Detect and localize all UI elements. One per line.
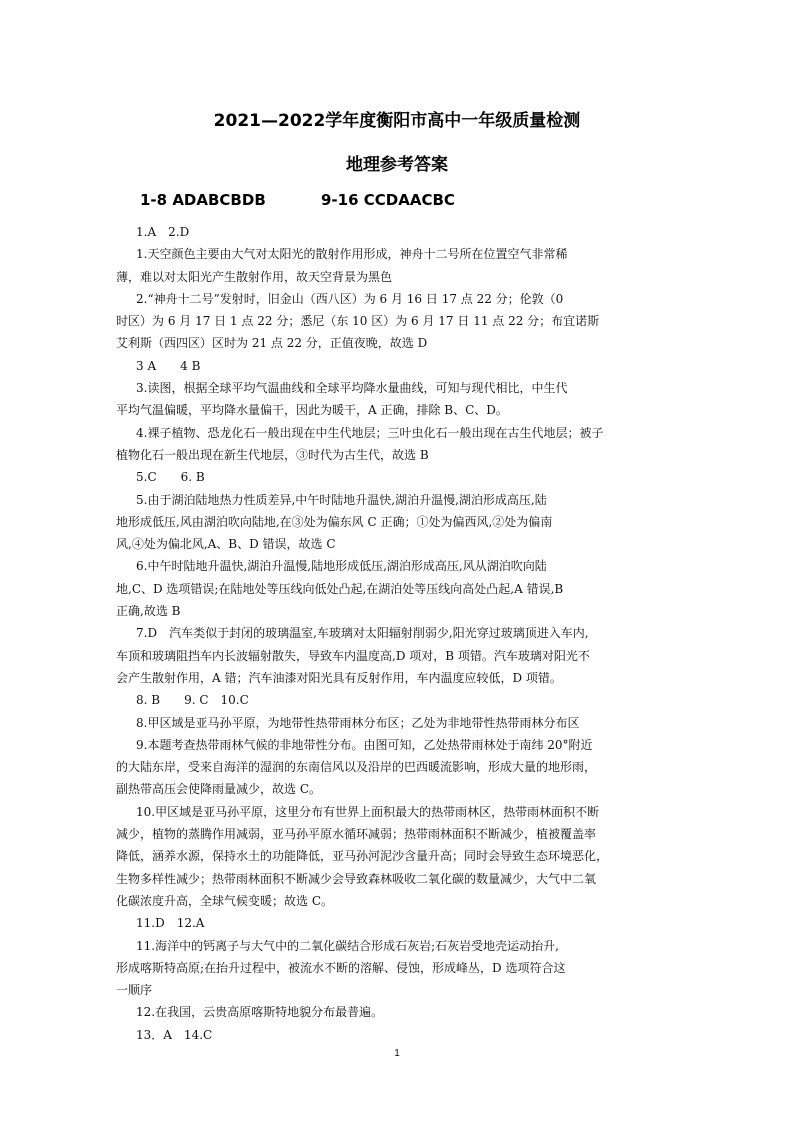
text-line: 艾利斯（西四区）区时为 21 点 22 分，正值夜晚，故选 D xyxy=(116,336,428,351)
text-line: 形成喀斯特高原;在抬升过程中，被流水不断的溶解、侵蚀，形成峰丛，D 选项符合这 xyxy=(116,960,566,975)
document-title: 2021—2022学年度衡阳市高中一年级质量检测 xyxy=(213,111,581,131)
text-line: 平均气温偏暖，平均降水量偏干，因此为暖干，A 正确，排除 B、C、D。 xyxy=(116,403,508,418)
text-line: 8.甲区域是亚马孙平原，为地带性热带雨林分布区；乙处为非地带性热带雨林分布区 xyxy=(136,715,580,730)
text-line: 降低，涵养水源，保持水土的功能降低，亚马孙河泥沙含量升高；同时会导致生态环境恶化， xyxy=(116,849,609,864)
text-line: 1.天空颜色主要由大气对太阳光的散射作用形成，神舟十二号所在位置空气非常稀 xyxy=(136,247,568,262)
text-line: 5.由于湖泊陆地热力性质差异,中午时陆地升温快,湖泊升温慢,湖泊形成高压,陆 xyxy=(136,492,547,507)
text-line: 的大陆东岸，受来自海洋的湿润的东南信风以及沿岸的巴西暖流影响，形成大量的地形雨， xyxy=(116,760,597,775)
text-line: 车顶和玻璃阻挡车内长波辐射散失，导致车内温度高,D 项对，B 项错。汽车玻璃对阳光不 xyxy=(116,648,590,663)
text-line: 植物化石一般出现在新生代地层，③时代为古生代，故选 B xyxy=(116,447,429,462)
text-line: 5.C 6. B xyxy=(136,470,205,485)
text-line: 正确,故选 B xyxy=(116,604,181,619)
text-line: 薄，难以对太阳光产生散射作用，故天空背景为黑色 xyxy=(116,269,393,284)
page-number: 1 xyxy=(394,1048,400,1059)
text-line: 11.D 12.A xyxy=(136,916,205,931)
text-line: 8. B 9. C 10.C xyxy=(136,693,249,708)
text-line: 会产生散射作用，A 错；汽车油漆对阳光具有反射作用，车内温度应较低，D 项错。 xyxy=(116,670,562,685)
text-line: 减少，植物的蒸腾作用减弱，亚马孙平原水循环减弱；热带雨林面积不断减少，植被覆盖率 xyxy=(116,827,597,842)
text-line: 1.A 2.D xyxy=(136,225,190,239)
text-line: 3.读图，根据全球平均气温曲线和全球平均降水量曲线，可知与现代相比，中生代 xyxy=(136,381,568,396)
text-line: 副热带高压会使降雨量减少，故选 C。 xyxy=(116,782,321,797)
text-line: 2.“神舟十二号”发射时，旧金山（西八区）为 6 月 16 日 17 点 22 分；伦敦（0 xyxy=(136,291,564,306)
text-line: 化碳浓度升高，全球气候变暖；故选 C。 xyxy=(116,893,333,908)
answer-explanations xyxy=(116,221,690,1046)
text-line: 时区）为 6 月 17 日 1 点 22 分；悉尼（东 10 区）为 6 月 17 日 11 点 22 分；布宜诺斯 xyxy=(116,314,600,329)
text-line: 6.中午时陆地升温快,湖泊升温慢,陆地形成低压,湖泊形成高压,风从湖泊吹向陆 xyxy=(136,559,547,574)
text-line: 一顺序 xyxy=(116,983,153,998)
text-line: 9.本题考查热带雨林气候的非地带性分布。由图可知，乙处热带雨林处于南纬 20°附近 xyxy=(136,737,593,752)
text-line: 11.海洋中的钙离子与大气中的二氧化碳结合形成石灰岩;石灰岩受地壳运动抬升, xyxy=(136,938,559,953)
text-line: 13．A 14.C xyxy=(136,1027,213,1042)
text-line: 7.D 汽车类似于封闭的玻璃温室,车玻璃对太阳辐射削弱少,阳光穿过玻璃顶进入车内, xyxy=(136,626,589,641)
text-line: 12.在我国，云贵高原喀斯特地貌分布最普遍。 xyxy=(136,1005,384,1020)
text-line: 地,C、D 选项错误;在陆地处等压线向低处凸起,在湖泊处等压线向高处凸起,A 错误,B xyxy=(116,581,564,596)
document-subtitle: 地理参考答案 xyxy=(346,155,448,175)
answer-key-part1: 1-8 ADABCBDB xyxy=(140,191,266,209)
text-line: 10.甲区域是亚马孙平原，这里分布有世界上面积最大的热带雨林区，热带雨林面积不断 xyxy=(136,804,600,819)
text-line: 风,④处为偏北风,A、B、D 错误，故选 C xyxy=(116,537,336,552)
text-line: 3 A 4 B xyxy=(136,358,201,373)
text-line: 生物多样性减少；热带雨林面积不断减少会导致森林吸收二氧化碳的数量减少，大气中二氧 xyxy=(116,871,597,886)
text-line: 4.裸子植物、恐龙化石一般出现在中生代地层；三叶虫化石一般出现在古生代地层；被子 xyxy=(136,425,604,440)
answer-key-part2: 9-16 CCDAACBC xyxy=(321,191,455,209)
text-line: 地形成低压,风由湖泊吹向陆地,在③处为偏东风 C 正确；①处为偏西风,②处为偏南 xyxy=(116,514,553,529)
